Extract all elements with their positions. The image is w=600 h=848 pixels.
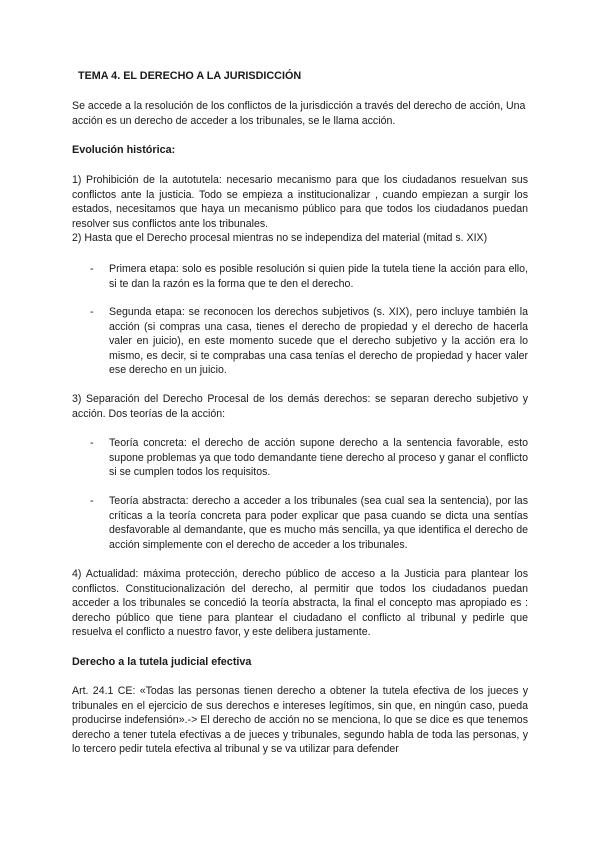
evolucion-paragraph-1: 1) Prohibición de la autotutela: necesario mecanismo para que los ciudadanos resuelvan sus conflictos ante la justicia. Todo se empieza a institucionalizar , cuando empiezan a surgir los estados, necesitamos que haya un mecanismo público para que todos los ciudadanos puedan resolver sus conflictos ante los tribunales.	[72, 174, 528, 230]
bullet-teoria-abstracta: Teoría abstracta: derecho a acceder a los tribunales (sea cual sea la sentencia), por las críticas a la teoría concreta para poder explicar que pasa cuando se dicta una sentías desfavorable al demandante, que es mucho más sencilla, ya que identifica el derecho de acción simplemente con el derecho de acceder a los tribunales.	[109, 495, 528, 551]
bullet-teoria-concreta: Teoría concreta: el derecho de acción supone derecho a la sentencia favorable, esto supone problemas ya que todo demandante tiene derecho al proceso y ganar el conflicto si se cumplen todos los requisitos.	[109, 437, 528, 479]
document-title: TEMA 4. EL DERECHO A LA JURISDICCIÓN	[78, 70, 302, 82]
evolucion-paragraph-4: 4) Actualidad: máxima protección, derecho público de acceso a la Justicia para plantear los conflictos. Constitucionalización del derecho, al permitir que todos los ciudadanos puedan acceder a los tribunales se concedió la teoría abstracta, la final el concepto mas apropiado es : derecho público que tiene para plantear el ciudadano el conflicto al tribunal y pedirle que resuelva el conflicto a nuestro favor, y este delibera justamente.	[72, 568, 528, 639]
bullet-marker: -	[90, 306, 94, 318]
section-heading-tutela: Derecho a la tutela judicial efectiva	[72, 656, 252, 668]
evolucion-paragraph-3: 3) Separación del Derecho Procesal de los demás derechos: se separan derecho subjetivo y acción. Dos teorías de la acción:	[72, 393, 528, 420]
bullet-marker: -	[90, 263, 94, 275]
bullet-segunda-etapa: Segunda etapa: se reconocen los derechos subjetivos (s. XIX), pero incluye también la acción (si compras una casa, tienes el derecho de propiedad y el derecho de hacerla valer en juicio), en este momento sucede que el derecho subjetivo y la acción era lo mismo, es decir, si te comprabas una casa tenías el derecho de propiedad y hacer valer ese derecho en un juicio.	[109, 306, 528, 377]
bullet-marker: -	[90, 495, 94, 507]
section-heading-evolucion: Evolución histórica:	[72, 144, 176, 156]
evolucion-paragraph-2: 2) Hasta que el Derecho procesal mientras no se independiza del material (mitad s. XIX)	[72, 232, 488, 244]
bullet-primera-etapa: Primera etapa: solo es posible resolución si quien pide la tutela tiene la acción para ello, si te dan la razón es la forma que te den el derecho.	[109, 263, 528, 290]
tutela-paragraph-1: Art. 24.1 CE: «Todas las personas tienen derecho a obtener la tutela efectiva de los jueces y tribunales en el ejercicio de sus derechos e intereses legítimos, sin que, en ningún caso, pueda producirse indefensión».-> El derecho de acción no se menciona, lo que se dice es que tenemos derecho a tener tutela efectivas a de jueces y tribunales, segundo habla de toda las personas, y lo tercero pedir tutela efectiva al tribunal y se va utilizar para defender	[72, 685, 528, 756]
bullet-marker: -	[90, 437, 94, 449]
intro-paragraph: Se accede a la resolución de los conflictos de la jurisdicción a través del derecho de acción, Una acción es un derecho de acceder a los tribunales, se le llama acción.	[72, 100, 526, 127]
